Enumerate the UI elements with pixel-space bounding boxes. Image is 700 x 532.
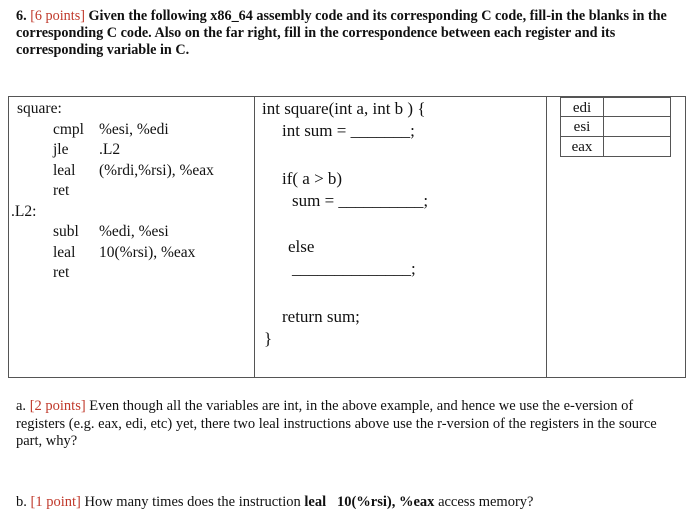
column-divider xyxy=(546,97,547,377)
asm-line: ret xyxy=(53,182,70,199)
problem-points: [6 points] xyxy=(30,8,85,24)
c-sum-declaration: int sum = _______; xyxy=(282,121,415,140)
c-return-statement: return sum; xyxy=(282,307,360,326)
question-b-points: [1 point] xyxy=(30,494,81,510)
register-variable-blank[interactable] xyxy=(604,98,670,116)
register-row xyxy=(560,97,671,117)
register-row xyxy=(560,137,671,157)
question-b-letter: b. xyxy=(16,494,27,510)
question-a-letter: a. xyxy=(16,398,27,414)
register-table xyxy=(560,97,671,157)
question-a-text: Even though all the variables are int, in the above example, and hence we use the e-version of registers (e.g. eax, edi, etc) yet, there two leal instructions above use the r-version of the registers in the source part, why? xyxy=(16,398,657,449)
register-name: esi xyxy=(561,117,604,136)
c-signature: int square(int a, int b ) { xyxy=(262,99,426,118)
question-a-points: [2 points] xyxy=(29,398,86,414)
register-row xyxy=(560,117,671,137)
register-variable-blank[interactable] xyxy=(604,137,670,156)
problem-header xyxy=(16,8,686,59)
problem-text: Given the following x86_64 assembly code and its corresponding C code, fill-in the blanks in the corresponding C code. Also on the far right, fill in the correspondence between each register and its corresponding variable in C. xyxy=(16,8,667,58)
c-sum-assignment: sum = __________; xyxy=(292,191,429,210)
question-b xyxy=(16,494,676,512)
asm-line: leal (%rdi,%rsi), %eax xyxy=(53,161,214,179)
assembly-column xyxy=(11,99,214,284)
column-divider xyxy=(254,97,255,377)
c-closing-brace: } xyxy=(264,329,273,348)
register-name: eax xyxy=(561,137,604,156)
asm-line: subl %edi, %esi xyxy=(53,223,169,240)
c-if-statement: if( a > b) xyxy=(282,169,343,188)
asm-line: jle .L2 xyxy=(53,141,121,158)
problem-number: 6. xyxy=(16,8,27,24)
question-b-instruction: leal 10(%rsi), %eax xyxy=(304,494,435,510)
question-b-text: How many times does the instruction xyxy=(84,494,301,510)
question-a xyxy=(16,398,676,451)
asm-label-l2: .L2: xyxy=(11,202,37,220)
c-else-keyword: else xyxy=(288,237,315,256)
asm-line: leal 10(%rsi), %eax xyxy=(53,243,196,261)
code-table xyxy=(8,96,686,378)
asm-line: ret xyxy=(53,264,70,281)
asm-label-square: square: xyxy=(17,100,62,117)
asm-line: cmpl %esi, %edi xyxy=(53,120,169,138)
register-variable-blank[interactable] xyxy=(604,117,670,136)
c-else-statement: ______________; xyxy=(292,259,416,278)
register-name: edi xyxy=(561,98,604,116)
question-b-text-after: access memory? xyxy=(438,494,534,510)
